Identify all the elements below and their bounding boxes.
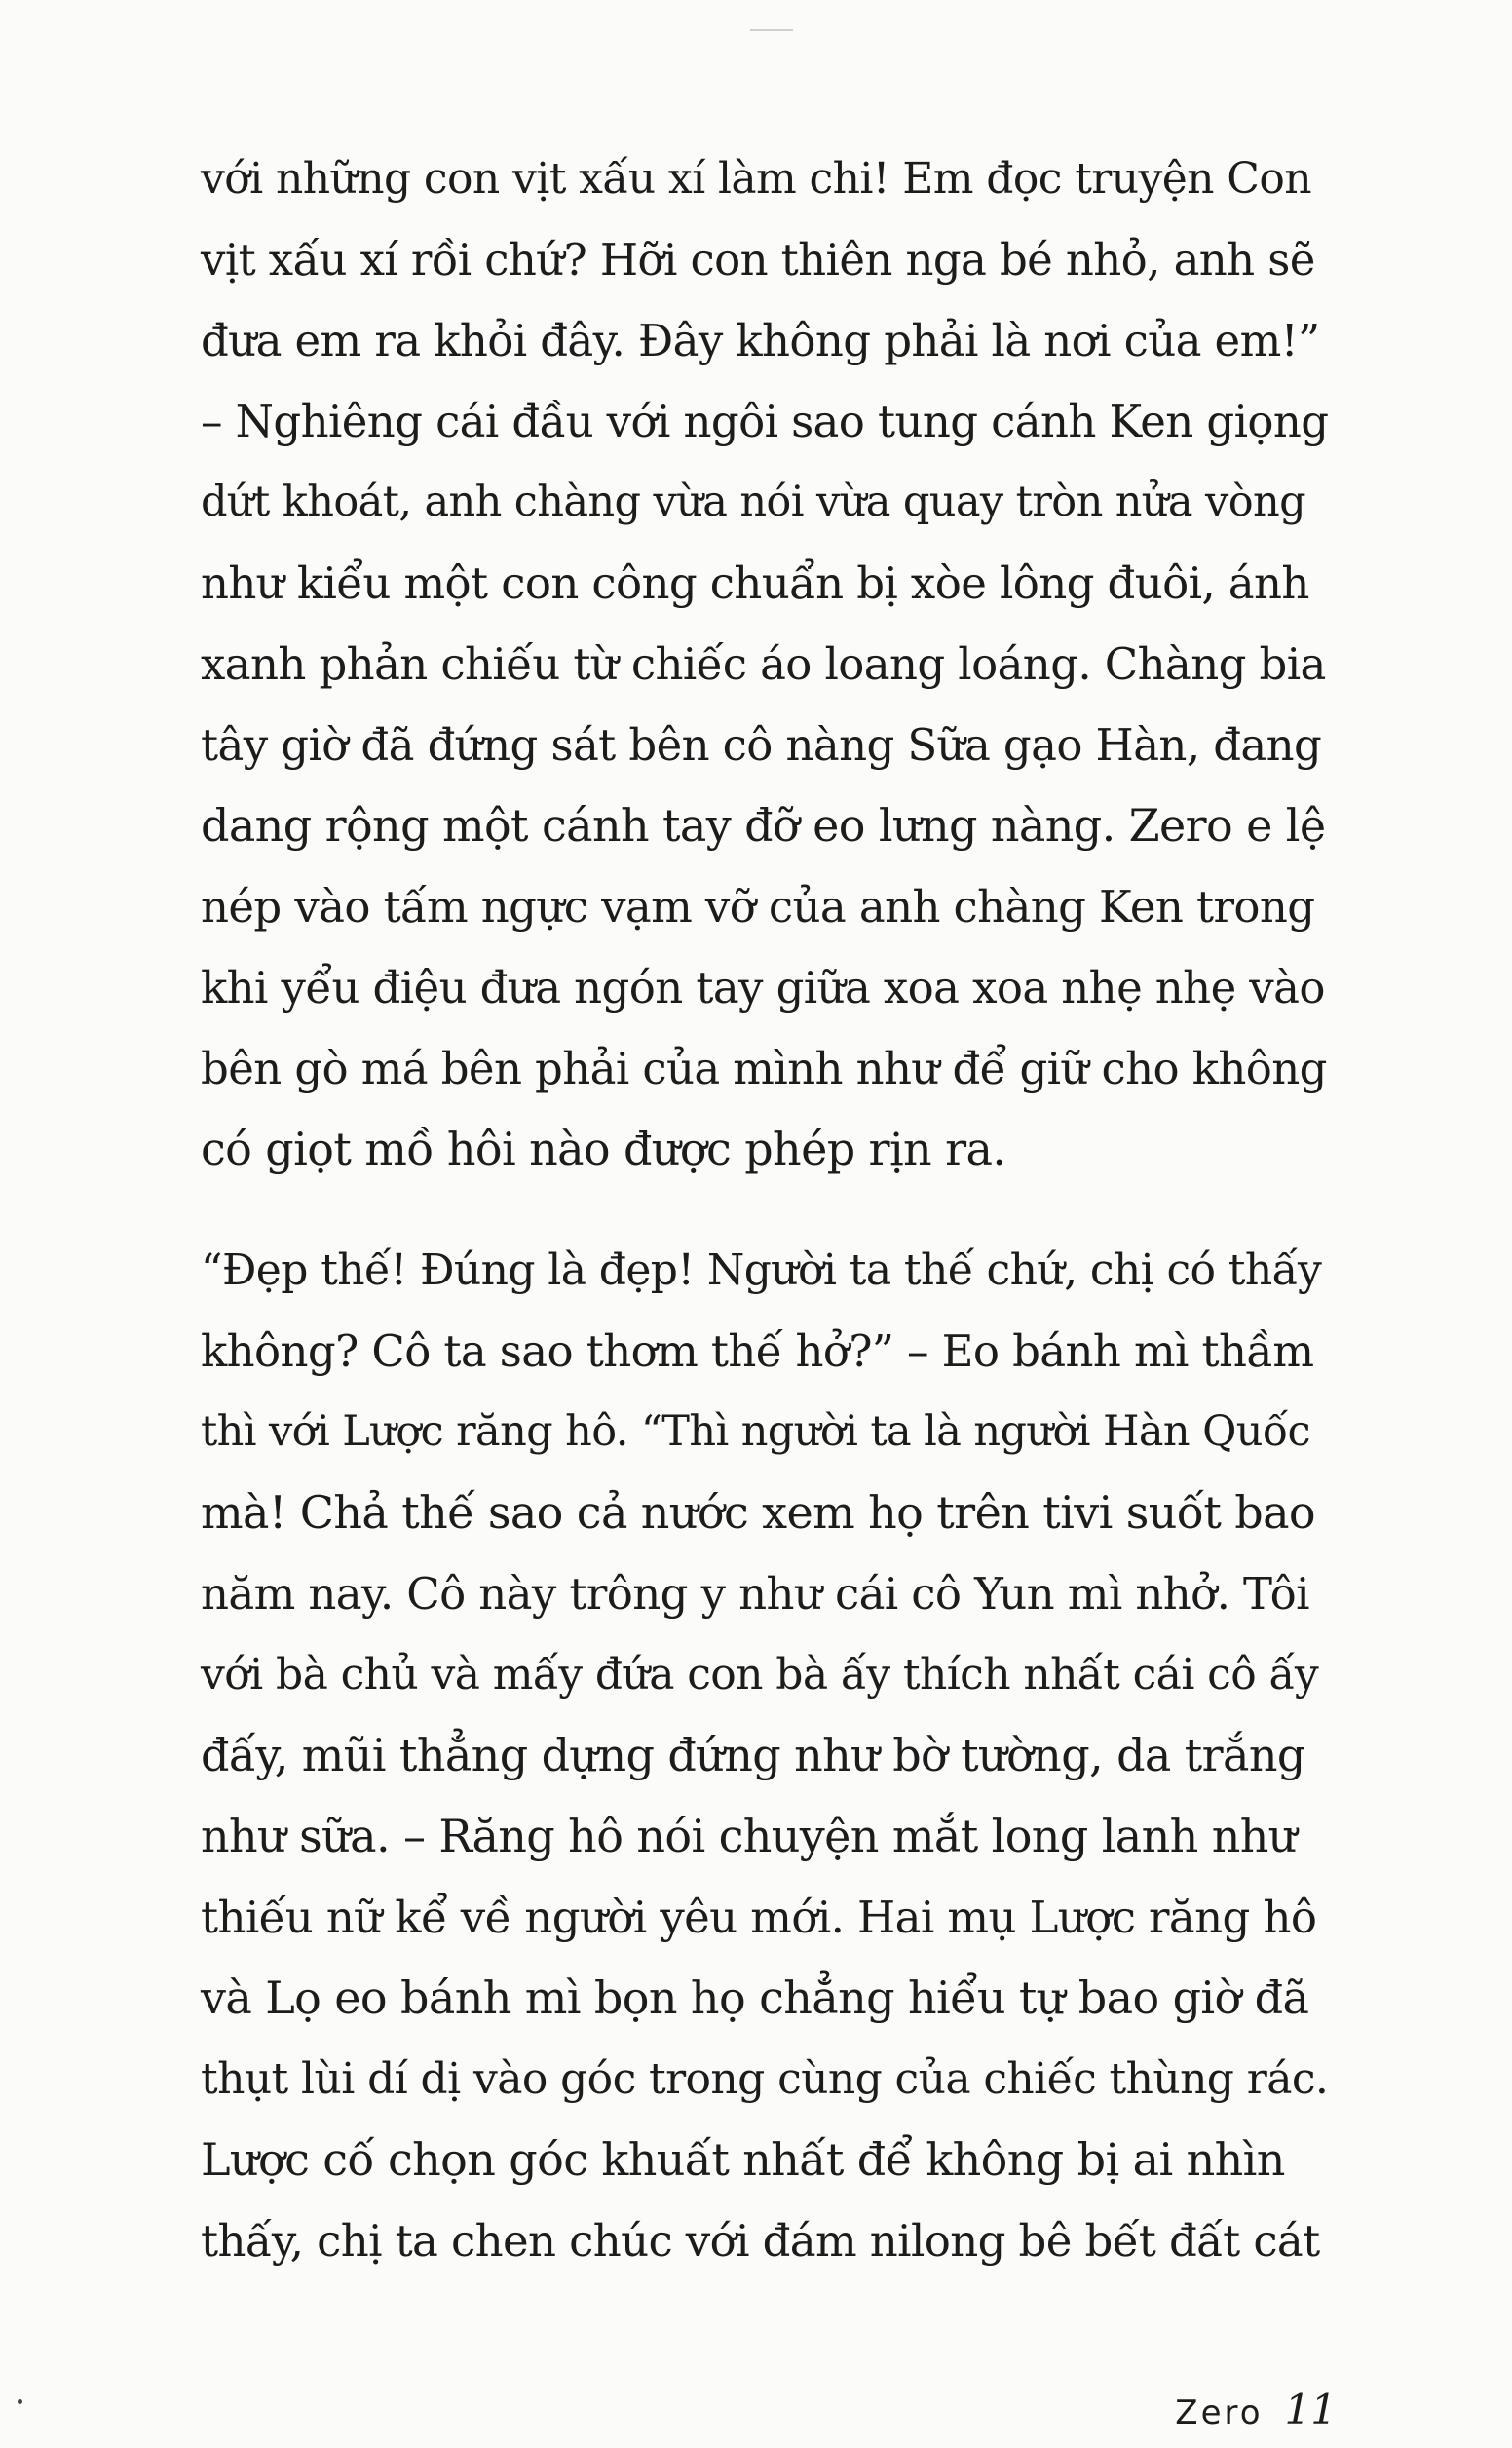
text-line: thiếu nữ kể về người yêu mới. Hai mụ Lược răng hô — [201, 1892, 1317, 1943]
text-line: bên gò má bên phải của mình như để giữ cho không — [201, 1043, 1327, 1094]
text-line: như sữa. – Răng hô nói chuyện mắt long lanh như — [201, 1810, 1297, 1862]
text-line: không? Cô ta sao thơm thế hở?” – Eo bánh mì thầm — [201, 1325, 1314, 1377]
text-line: vịt xấu xí rồi chứ? Hỡi con thiên nga bé nhỏ, anh sẽ — [201, 234, 1315, 286]
text-line: có giọt mồ hôi nào được phép rịn ra. — [201, 1123, 1006, 1175]
text-line: xanh phản chiếu từ chiếc áo loang loáng. Chàng bia — [201, 638, 1326, 690]
text-line: nép vào tấm ngực vạm vỡ của anh chàng Ken trong — [201, 881, 1315, 933]
margin-dot — [18, 2399, 22, 2404]
running-title: Zero — [1175, 2393, 1264, 2432]
text-line: thì với Lược răng hô. “Thì người ta là người Hàn Quốc — [201, 1407, 1311, 1456]
text-line: như kiểu một con công chuẩn bị xòe lông đuôi, ánh — [201, 557, 1309, 609]
top-page-mark — [750, 29, 793, 31]
page-footer — [1175, 2386, 1337, 2436]
page-number: 11 — [1284, 2386, 1337, 2433]
text-line: thụt lùi dí dị vào góc trong cùng của chiếc thùng rác. — [201, 2054, 1329, 2104]
text-line: “Đẹp thế! Đúng là đẹp! Người ta thế chứ, chị có thấy — [201, 1245, 1322, 1295]
text-line: tây giờ đã đứng sát bên cô nàng Sữa gạo Hàn, đang — [201, 719, 1322, 771]
text-line: khi yểu điệu đưa ngón tay giữa xoa xoa nhẹ nhẹ vào — [201, 962, 1325, 1014]
text-line: đưa em ra khỏi đây. Đây không phải là nơi của em!” — [201, 315, 1320, 366]
text-line: đấy, mũi thẳng dựng đứng như bờ tường, da trắng — [201, 1729, 1305, 1781]
text-line: với những con vịt xấu xí làm chi! Em đọc truyện Con — [201, 154, 1311, 204]
text-line: thấy, chị ta chen chúc với đám nilong bê bết đất cát — [201, 2215, 1320, 2267]
paragraph-2 — [201, 1230, 1331, 2281]
text-line: với bà chủ và mấy đứa con bà ấy thích nhất cái cô ấy — [201, 1650, 1319, 1700]
text-line: và Lọ eo bánh mì bọn họ chẳng hiểu tự bao giờ đã — [201, 1971, 1309, 2024]
text-line: Lược cố chọn góc khuất nhất để không bị ai nhìn — [201, 2133, 1285, 2186]
paragraph-1 — [201, 138, 1331, 1190]
text-line: mà! Chả thế sao cả nước xem họ trên tivi suốt bao — [201, 1486, 1316, 1539]
text-line: dang rộng một cánh tay đỡ eo lưng nàng. Zero e lệ — [201, 799, 1326, 852]
text-line: năm nay. Cô này trông y như cái cô Yun mì nhở. Tôi — [201, 1568, 1309, 1620]
text-line: – Nghiêng cái đầu với ngôi sao tung cánh Ken giọng — [201, 396, 1329, 447]
text-line: dứt khoát, anh chàng vừa nói vừa quay tròn nửa vòng — [201, 478, 1306, 526]
